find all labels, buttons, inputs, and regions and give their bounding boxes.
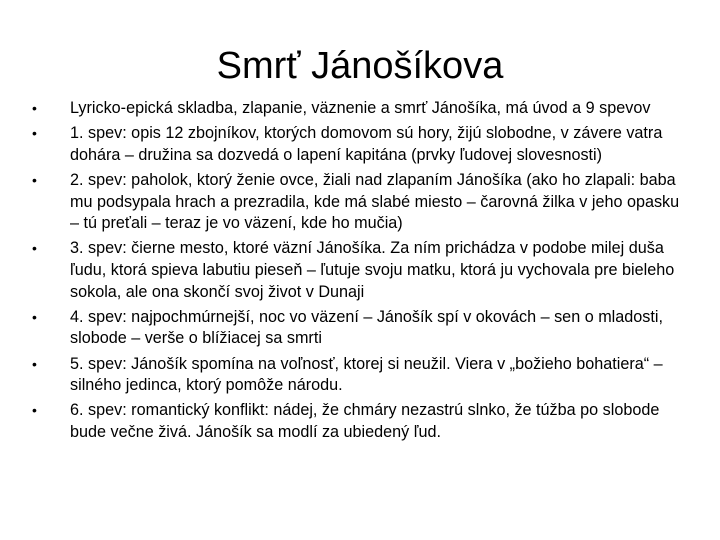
bullet-item bbox=[32, 98, 692, 120]
bullet-item bbox=[32, 307, 692, 350]
bullet-item bbox=[32, 400, 692, 443]
bullet-text: 6. spev: romantický konflikt: nádej, že chmáry nezastrú slnko, že túžba po slobode bude večne živá. Jánošík sa modlí za ubiedený ľud. bbox=[70, 401, 660, 441]
slide-title: Smrť Jánošíkova bbox=[216, 45, 504, 87]
bullet-text: 5. spev: Jánošík spomína na voľnosť, ktorej si neužil. Viera v „božieho bohatiera“ – silného jedinca, ktorý pomôže národu. bbox=[70, 354, 663, 395]
bullet-item bbox=[32, 170, 692, 235]
bullet-text: 1. spev: opis 12 zbojníkov, ktorých domovom sú hory, žijú slobodne, v závere vatra dohára – družina sa dozvedá o lapení kapitána (prvky ľudovej slovesnosti) bbox=[70, 124, 663, 164]
bullet-icon: • bbox=[32, 171, 37, 188]
bullet-icon: • bbox=[32, 355, 37, 372]
bullet-text: Lyricko-epická skladba, zlapanie, väznenie a smrť Jánošíka, má úvod a 9 spevov bbox=[70, 99, 651, 117]
bullet-item bbox=[32, 354, 692, 397]
bullet-icon: • bbox=[32, 100, 37, 116]
bullet-text: 4. spev: najpochmúrnejší, noc vo väzení – Jánošík spí v okovách – sen o mladosti, slobode – verše o blížiacej sa smrti bbox=[70, 307, 663, 348]
bullet-icon: • bbox=[32, 125, 37, 142]
bullet-item bbox=[32, 238, 692, 303]
bullet-icon: • bbox=[32, 308, 37, 325]
bullet-item bbox=[32, 123, 692, 166]
bullet-text: 3. spev: čierne mesto, ktoré väzní Jánošíka. Za ním prichádza v podobe milej duša ľudu, ktorá spieva labutiu pieseň – ľutuje svoju matku, ktorá ju vychovala pre bieleho sokola, ale ona skončí svoj život v Dunaji bbox=[70, 239, 675, 301]
bullet-icon: • bbox=[32, 402, 37, 419]
bullet-list bbox=[32, 98, 692, 447]
bullet-text: 2. spev: paholok, ktorý ženie ovce, žiali nad zlapaním Jánošíka (ako ho zlapali: baba mu podsypala hrach a prezradila, kde má slabé miesto – čarovná žilka v jeho opasku – tú preťali – teraz je vo väzení, kde ho mučia) bbox=[70, 170, 680, 233]
bullet-icon: • bbox=[32, 240, 37, 257]
